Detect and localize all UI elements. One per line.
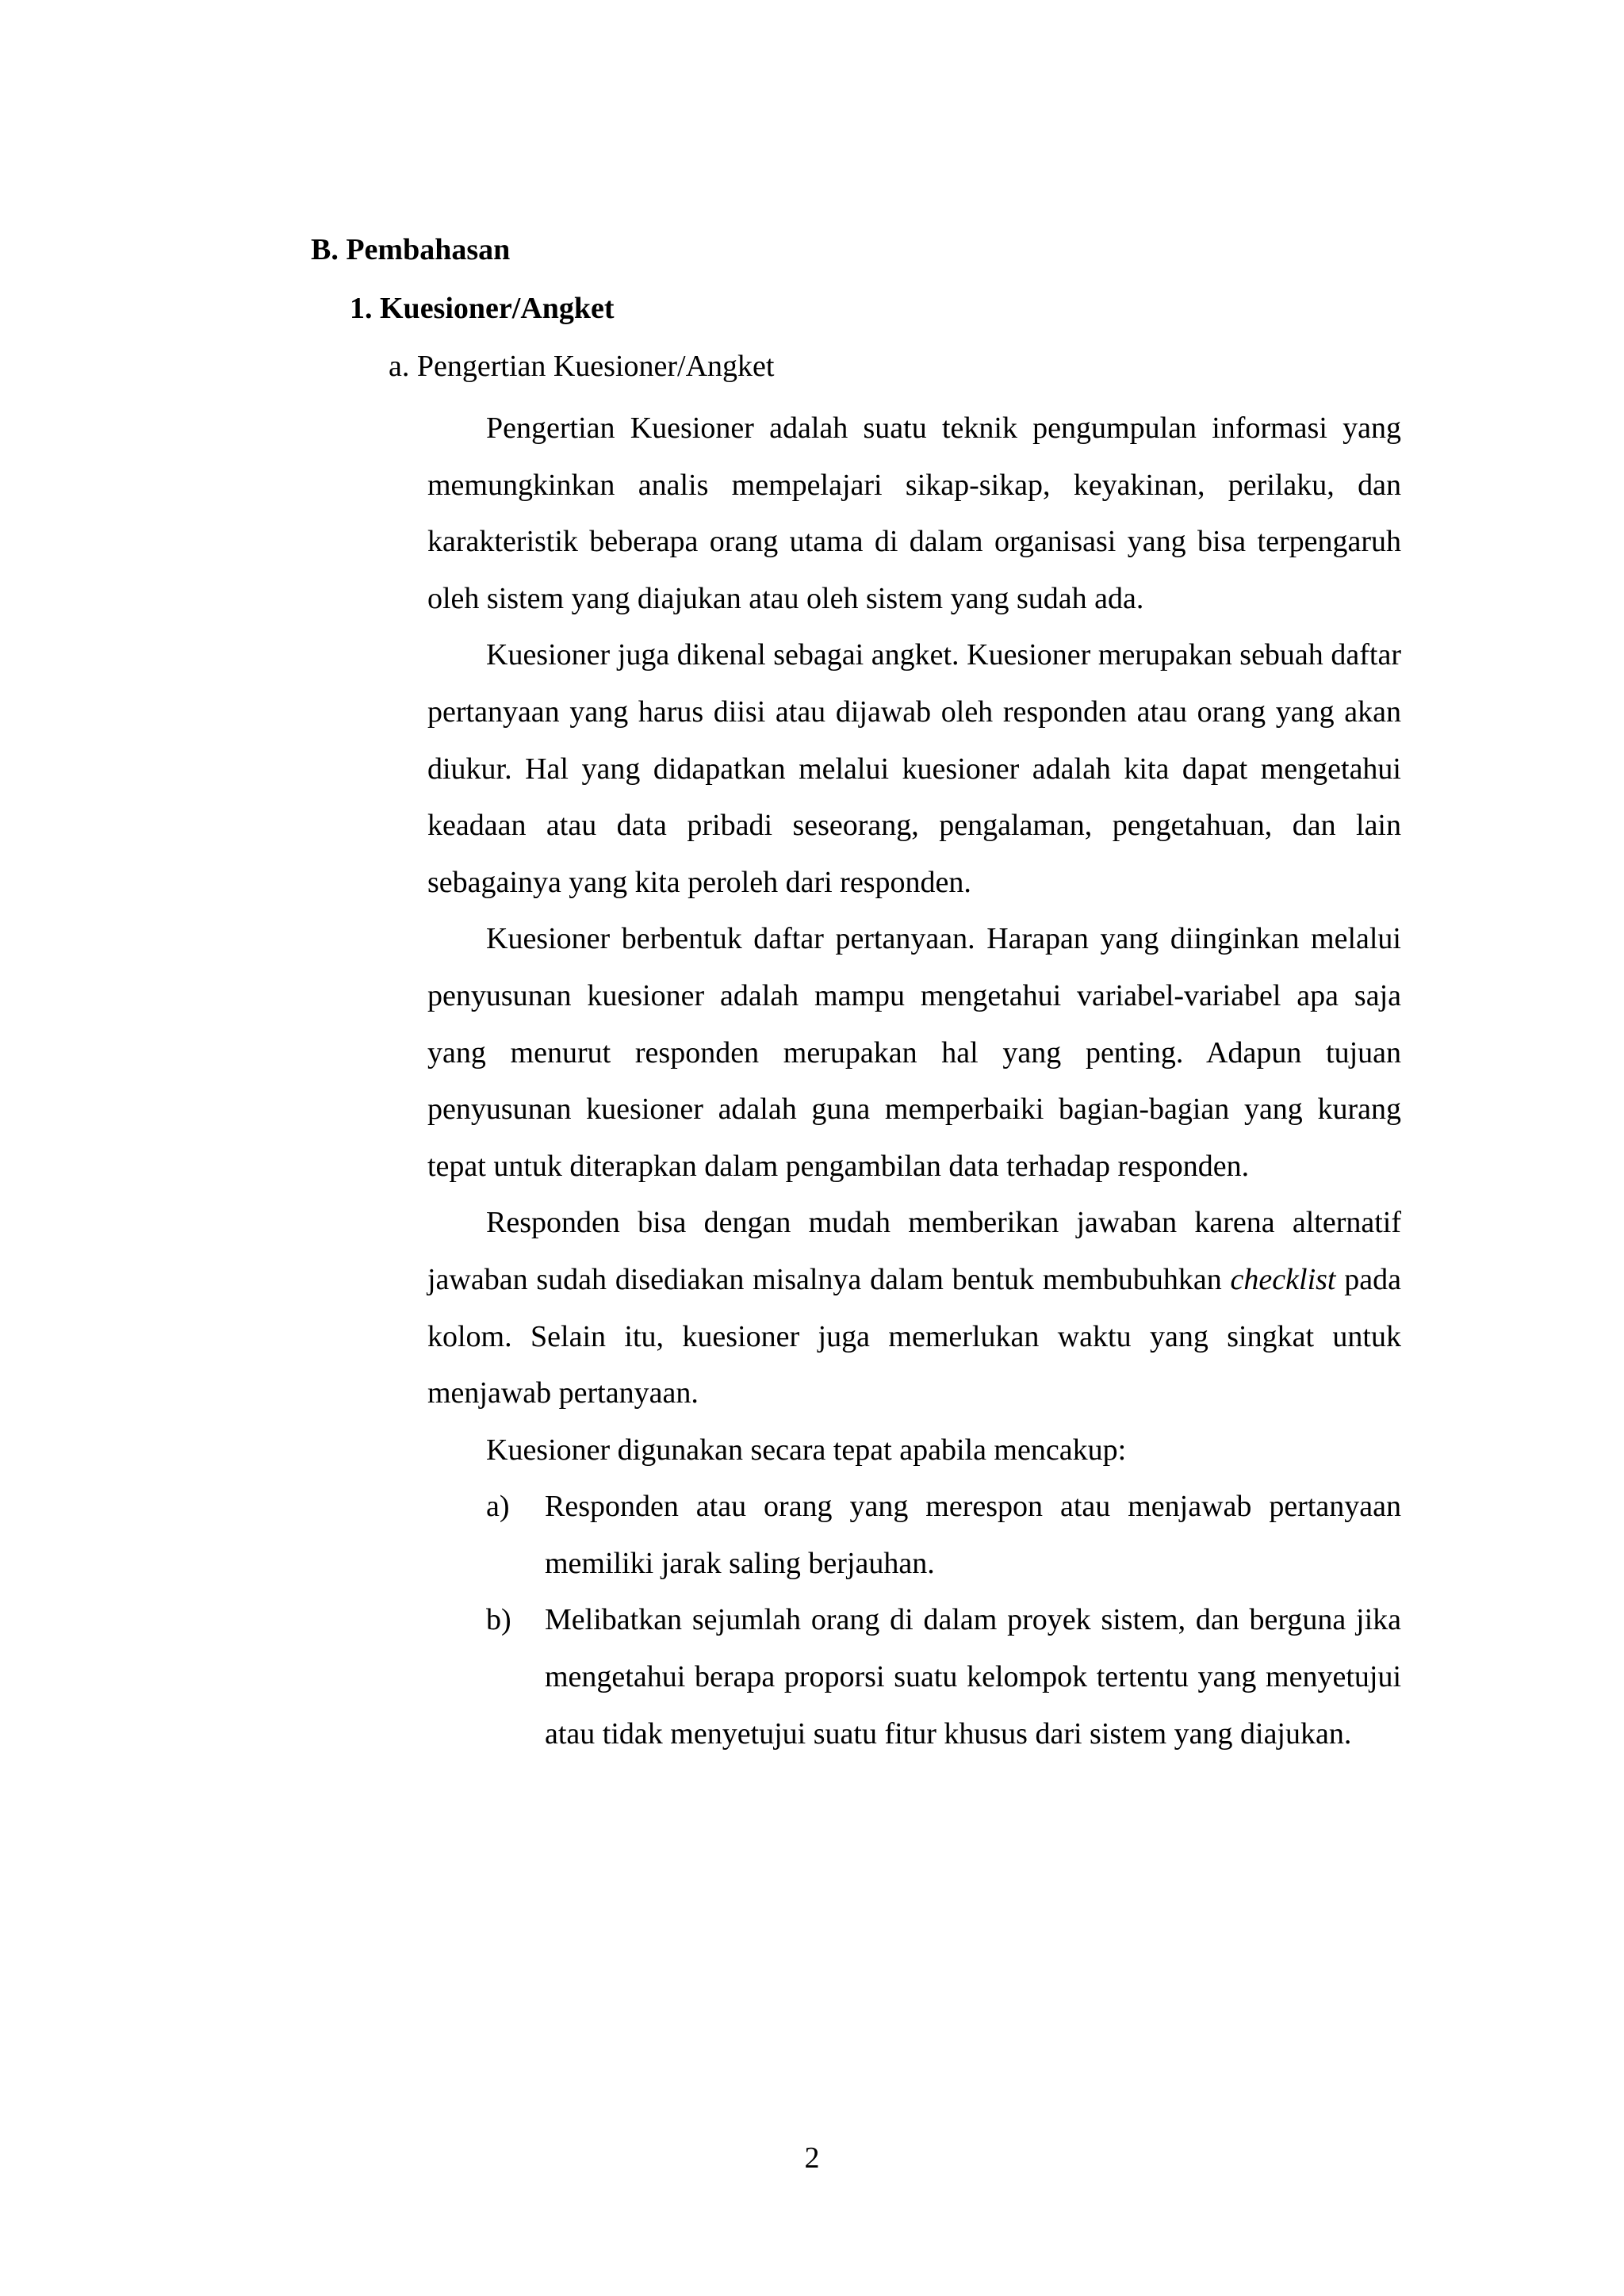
criteria-list xyxy=(427,1479,1401,1762)
list-item xyxy=(427,1592,1401,1762)
paragraph-4-text-after: pada kolom. Selain itu, kuesioner juga memerlukan waktu yang singkat untuk menjawab pertanyaan. xyxy=(427,1262,1401,1410)
subsubsection-heading: a. Pengertian Kuesioner/Angket xyxy=(389,350,775,383)
list-item-text: Responden atau orang yang merespon atau menjawab pertanyaan memiliki jarak saling berjauhan. xyxy=(545,1490,1401,1580)
paragraph-4-italic-term: checklist xyxy=(1230,1262,1336,1296)
paragraph-2: Kuesioner juga dikenal sebagai angket. Kuesioner merupakan sebuah daftar pertanyaan yang harus diisi atau dijawab oleh responden atau orang yang akan diukur. Hal yang didapatkan melalui kuesioner adalah kita dapat mengetahui keadaan atau data pribadi seseorang, pengalaman, pengetahuan, dan lain sebagainya yang kita peroleh dari responden. xyxy=(427,638,1401,899)
list-item-marker: a) xyxy=(486,1490,510,1524)
paragraph-3: Kuesioner berbentuk daftar pertanyaan. Harapan yang diinginkan melalui penyusunan kuesioner adalah mampu mengetahui variabel-variabel apa saja yang menurut responden merupakan hal yang penting. Adapun tujuan penyusunan kuesioner adalah guna memperbaiki bagian-bagian yang kurang tepat untuk diterapkan dalam pengambilan data terhadap responden. xyxy=(427,922,1401,1183)
subsection-heading: 1. Kuesioner/Angket xyxy=(350,292,615,325)
list-intro: Kuesioner digunakan secara tepat apabila mencakup: xyxy=(486,1433,1127,1467)
body-text xyxy=(427,400,1401,1762)
list-item xyxy=(427,1479,1401,1592)
paragraph-1: Pengertian Kuesioner adalah suatu teknik pengumpulan informasi yang memungkinkan analis mempelajari sikap-sikap, keyakinan, perilaku, dan karakteristik beberapa orang utama di dalam organisasi yang bisa terpengaruh oleh sistem yang diajukan atau oleh sistem yang sudah ada. xyxy=(427,411,1401,615)
page-number: 2 xyxy=(804,2141,820,2175)
section-heading: B. Pembahasan xyxy=(311,233,511,266)
list-item-marker: b) xyxy=(486,1603,511,1637)
paragraph-4 xyxy=(427,1195,1401,1422)
list-item-text: Melibatkan sejumlah orang di dalam proyek sistem, dan berguna jika mengetahui berapa proporsi suatu kelompok tertentu yang menyetujui atau tidak menyetujui suatu fitur khusus dari sistem yang diajukan. xyxy=(545,1603,1401,1751)
paragraph-4-text-before: Responden bisa dengan mudah memberikan jawaban karena alternatif jawaban sudah disediakan misalnya dalam bentuk membubuhkan xyxy=(427,1206,1401,1296)
